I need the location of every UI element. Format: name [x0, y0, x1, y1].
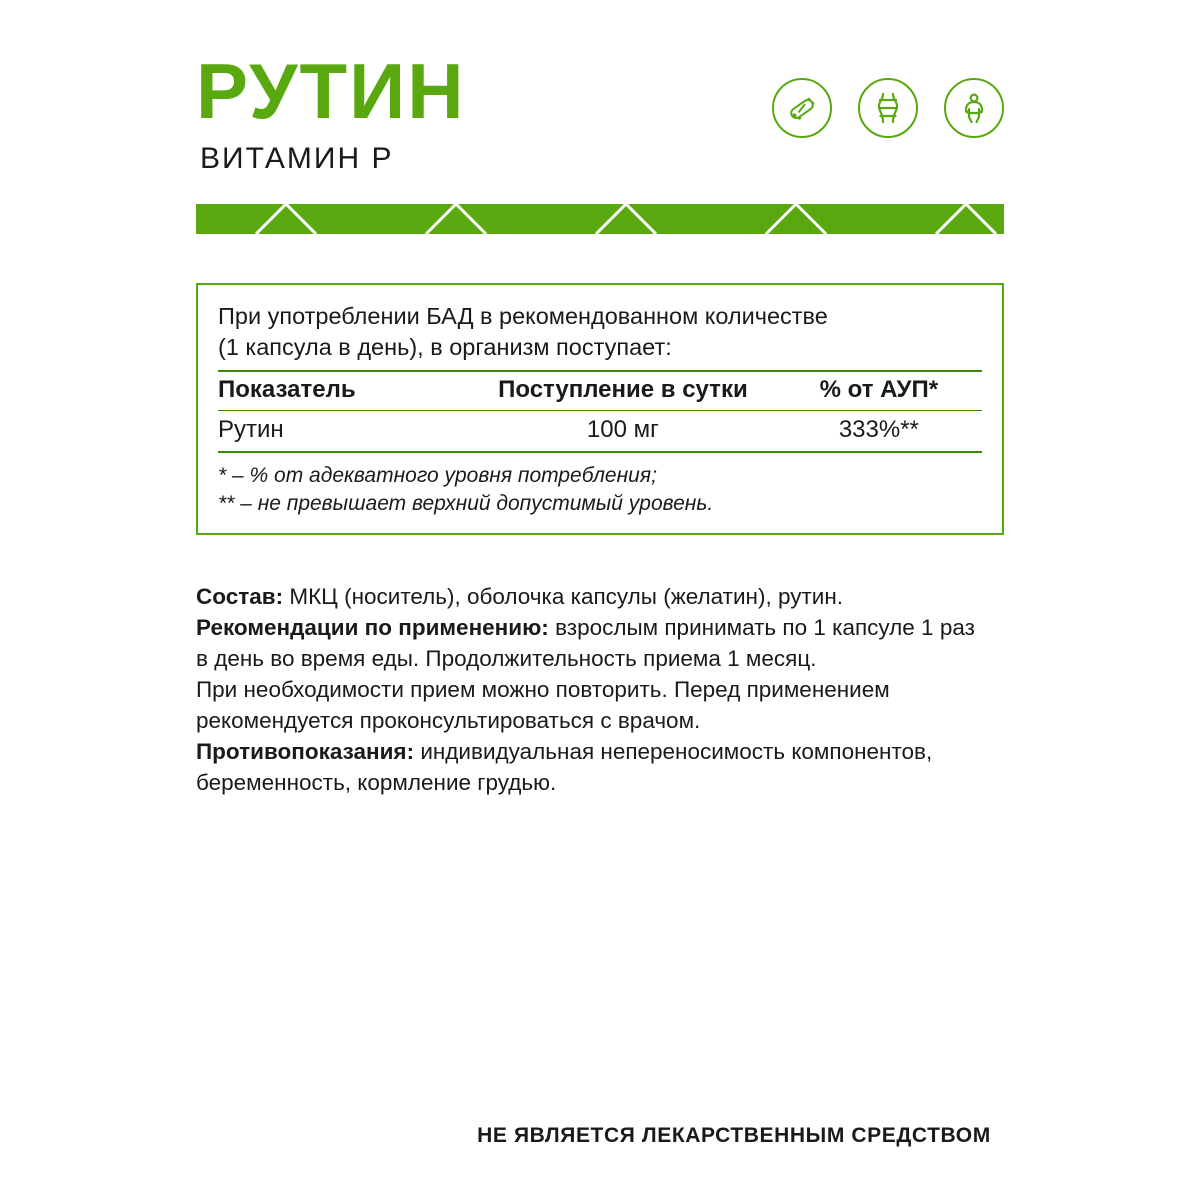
- badge-group: [772, 78, 1004, 138]
- footnote-1: * – % от адекватного уровня потребления;: [218, 464, 657, 488]
- footnote-2: ** – не превышает верхний допустимый уровень.: [218, 492, 714, 516]
- capsules-icon: [772, 78, 832, 138]
- body-person-icon: [944, 78, 1004, 138]
- column-header-percent: % от АУП*: [776, 371, 982, 411]
- usage-text: взрослым принимать по 1 капсуле 1 раз: [548, 615, 975, 641]
- table-row: [218, 411, 982, 453]
- usage-line-4: рекомендуется проконсультироваться с врачом.: [196, 708, 701, 734]
- column-header-amount: Поступление в сутки: [470, 371, 776, 411]
- usage-line-2: в день во время еды. Продолжительность приема 1 месяц.: [196, 646, 817, 672]
- page-subtitle: ВИТАМИН Р: [200, 142, 394, 176]
- usage-line-3: При необходимости прием можно повторить. Перед применением: [196, 677, 890, 703]
- contraindications-label: Противопоказания:: [196, 739, 415, 765]
- intro-line-1: При употреблении БАД в рекомендованном количестве: [218, 303, 828, 329]
- nutrition-info-box: [196, 283, 1004, 535]
- contraindications-line-2: беременность, кормление грудью.: [196, 770, 557, 796]
- usage-label: Рекомендации по применению:: [196, 615, 549, 641]
- contraindications-paragraph: [196, 736, 1008, 798]
- column-header-indicator: Показатель: [218, 371, 470, 411]
- header: [0, 0, 1200, 235]
- vein-circulation-icon: [858, 78, 918, 138]
- cell-amount: 100 мг: [470, 411, 776, 453]
- disclaimer-text: НЕ ЯВЛЯЕТСЯ ЛЕКАРСТВЕННЫМ СРЕДСТВОМ: [477, 1124, 991, 1147]
- product-description: [196, 581, 1008, 798]
- intro-text: [218, 301, 982, 362]
- composition-label: Состав:: [196, 584, 284, 609]
- footnotes: [218, 462, 982, 519]
- contraindications-text: индивидуальная непереносимость компонентов,: [414, 739, 933, 765]
- composition-text: МКЦ (носитель), оболочка капсулы (желатин), рутин.: [283, 584, 844, 609]
- page-title: РУТИН: [196, 47, 466, 135]
- nutrition-table: [218, 370, 982, 453]
- footer: [0, 1124, 1200, 1148]
- intro-line-2: (1 капсула в день), в организм поступает:: [218, 333, 672, 360]
- composition-paragraph: [196, 581, 1008, 612]
- table-header-row: [218, 371, 982, 411]
- cell-percent: 333%**: [776, 411, 982, 453]
- cell-indicator: Рутин: [218, 411, 470, 453]
- usage-paragraph: [196, 612, 1008, 736]
- title-block: [196, 47, 466, 176]
- decorative-green-bar: [196, 204, 1004, 234]
